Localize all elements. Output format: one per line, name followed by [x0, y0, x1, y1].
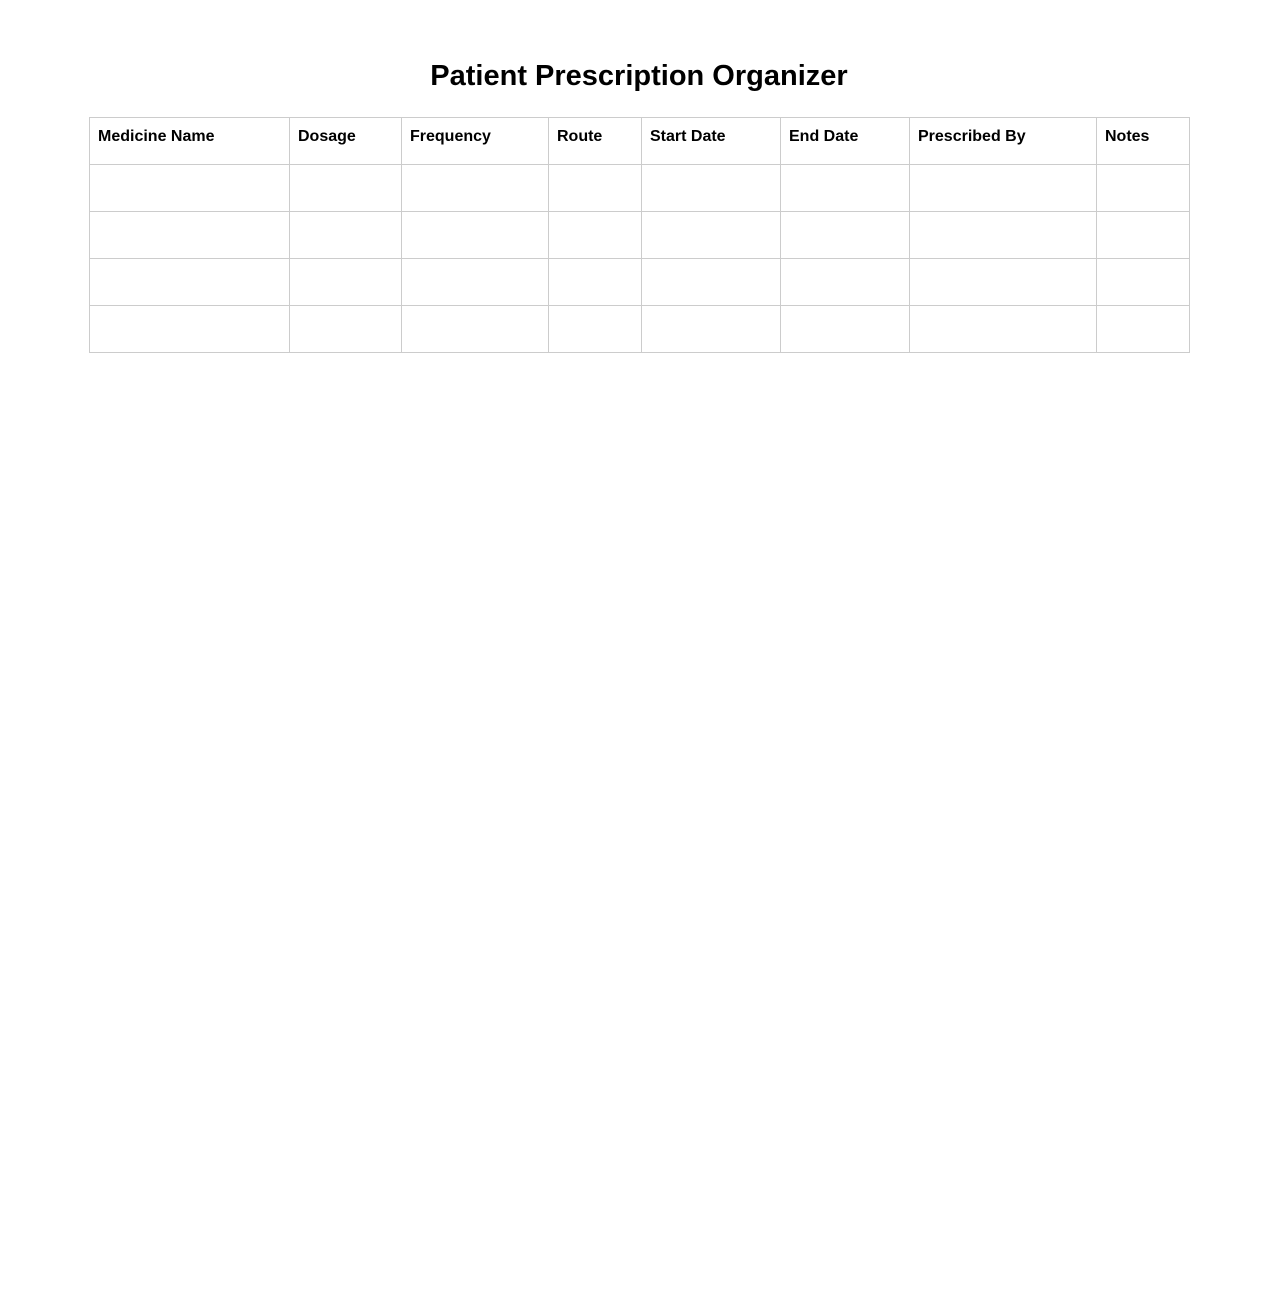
cell-prescribed-by[interactable] — [910, 212, 1097, 259]
column-header-dosage: Dosage — [290, 118, 402, 165]
cell-route[interactable] — [549, 306, 642, 353]
cell-notes[interactable] — [1097, 212, 1190, 259]
table-row — [90, 212, 1190, 259]
cell-dosage[interactable] — [290, 259, 402, 306]
table-row — [90, 259, 1190, 306]
cell-start-date[interactable] — [642, 165, 781, 212]
table-row — [90, 306, 1190, 353]
column-header-end-date: End Date — [781, 118, 910, 165]
cell-start-date[interactable] — [642, 212, 781, 259]
table-header-row — [90, 118, 1190, 165]
cell-medicine-name[interactable] — [90, 165, 290, 212]
cell-frequency[interactable] — [402, 306, 549, 353]
page-title: Patient Prescription Organizer — [430, 60, 848, 92]
cell-end-date[interactable] — [781, 165, 910, 212]
column-header-notes: Notes — [1097, 118, 1190, 165]
cell-notes[interactable] — [1097, 306, 1190, 353]
column-header-start-date: Start Date — [642, 118, 781, 165]
cell-start-date[interactable] — [642, 259, 781, 306]
cell-medicine-name[interactable] — [90, 212, 290, 259]
cell-notes[interactable] — [1097, 165, 1190, 212]
column-header-medicine-name: Medicine Name — [90, 118, 290, 165]
column-header-prescribed-by: Prescribed By — [910, 118, 1097, 165]
cell-notes[interactable] — [1097, 259, 1190, 306]
cell-dosage[interactable] — [290, 306, 402, 353]
cell-dosage[interactable] — [290, 212, 402, 259]
column-header-route: Route — [549, 118, 642, 165]
cell-start-date[interactable] — [642, 306, 781, 353]
cell-medicine-name[interactable] — [90, 306, 290, 353]
cell-medicine-name[interactable] — [90, 259, 290, 306]
cell-end-date[interactable] — [781, 259, 910, 306]
prescription-table — [89, 117, 1190, 353]
cell-route[interactable] — [549, 165, 642, 212]
cell-dosage[interactable] — [290, 165, 402, 212]
cell-frequency[interactable] — [402, 259, 549, 306]
cell-end-date[interactable] — [781, 212, 910, 259]
table-row — [90, 165, 1190, 212]
cell-prescribed-by[interactable] — [910, 306, 1097, 353]
cell-route[interactable] — [549, 212, 642, 259]
cell-frequency[interactable] — [402, 165, 549, 212]
cell-frequency[interactable] — [402, 212, 549, 259]
column-header-frequency: Frequency — [402, 118, 549, 165]
cell-prescribed-by[interactable] — [910, 165, 1097, 212]
cell-end-date[interactable] — [781, 306, 910, 353]
cell-route[interactable] — [549, 259, 642, 306]
cell-prescribed-by[interactable] — [910, 259, 1097, 306]
